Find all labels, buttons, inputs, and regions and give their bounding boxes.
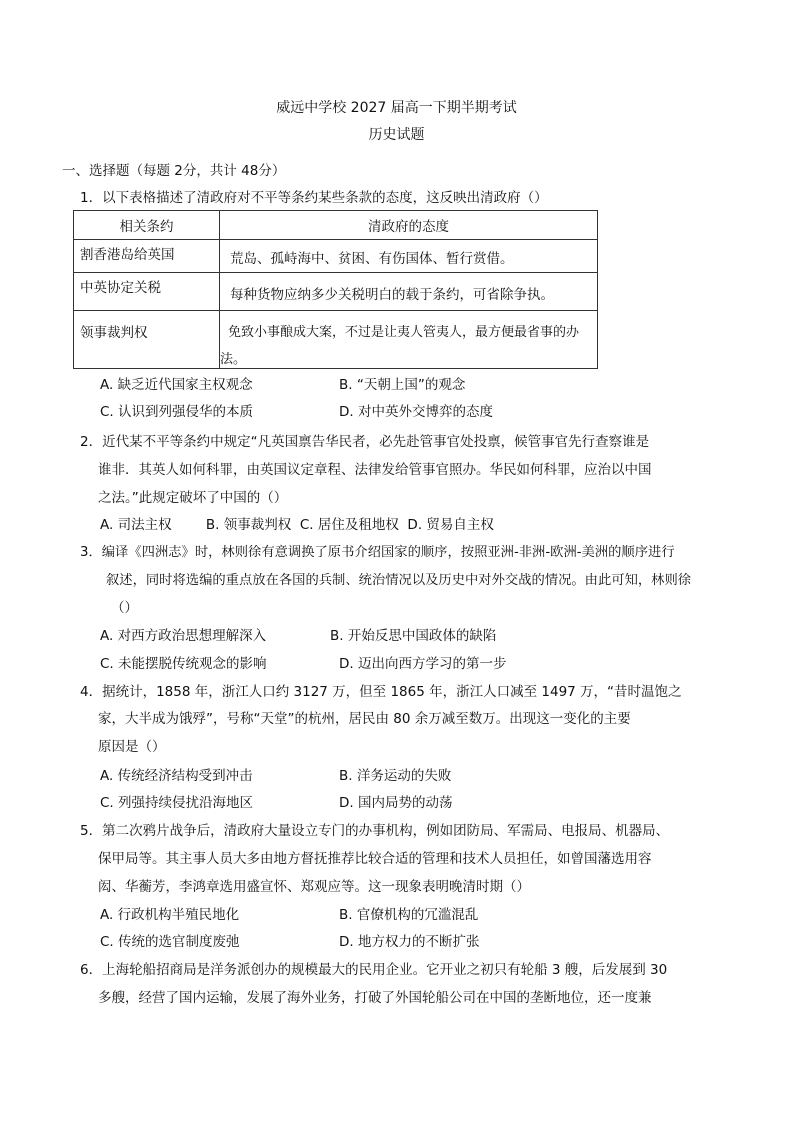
table-header-row xyxy=(74,211,598,240)
q1-stem: 1．以下表格描述了清政府对不平等条约某些条款的态度，这反映出清政府（） xyxy=(80,190,548,206)
q4-stem-line: 家，大半成为饿殍”，号称“天堂”的杭州，居民由 80 余万减至数万。出现这一变化的主要 xyxy=(98,711,631,727)
q2-stem-line: 2．近代某不平等条约中规定“凡英国禀告华民者，必先赴管事官处投禀，候管事官先行查察谁是 xyxy=(80,434,650,450)
q3-stem-line: 3．编译《四洲志》时，林则徐有意调换了原书介绍国家的顺序，按照亚洲-非洲-欧洲-美洲的顺序进行 xyxy=(80,545,675,560)
q5-option-d: D. 地方权力的不断扩张 xyxy=(339,934,480,950)
exam-title: 威远中学校 2027 届高一下期半期考试 xyxy=(276,100,517,116)
q5-stem-line: 闳、华蘅芳，李鸿章选用盛宣怀、郑观应等。这一现象表明晚清时期（） xyxy=(98,879,530,895)
q5-stem-line: 保甲局等。其主事人员大多由地方督抚推荐比较合适的管理和技术人员担任，如曾国藩选用容 xyxy=(98,851,652,867)
q4-stem-line: 原因是（） xyxy=(98,739,166,755)
q3-option-a: A. 对西方政治思想理解深入 xyxy=(100,628,267,644)
q4-option-d: D. 国内局势的动荡 xyxy=(339,795,453,811)
q2-stem-line: 谁非．其英人如何科罪，由英国议定章程、法律发给管事官照办。华民如何科罪，应治以中国 xyxy=(98,462,652,478)
q1-table xyxy=(73,210,598,369)
q2-options: A. 司法主权 B. 领事裁判权 C. 居住及租地权 D. 贸易自主权 xyxy=(100,517,494,533)
q1-option-d: D. 对中英外交博弈的态度 xyxy=(339,404,493,420)
exam-subtitle: 历史试题 xyxy=(368,127,425,143)
table-cell-attitude: 每种货物应纳多少关税明白的载于条约，可省除争执。 xyxy=(220,273,598,311)
q4-option-c: C. 列强持续侵扰沿海地区 xyxy=(100,795,254,811)
table-cell-attitude: 荒岛、孤峙海中、贫困、有伤国体、暂行赏借。 xyxy=(220,240,598,273)
table-cell-treaty: 割香港岛给英国 xyxy=(74,240,220,273)
q1-option-c: C. 认识到列强侵华的本质 xyxy=(100,404,254,420)
q5-option-a: A. 行政机构半殖民地化 xyxy=(100,907,240,923)
q4-option-b: B. 洋务运动的失败 xyxy=(339,768,452,784)
section-heading: 一、选择题（每题 2分，共计 48分） xyxy=(62,163,286,179)
q5-option-b: B. 官僚机构的冗滥混乱 xyxy=(339,907,479,923)
table-cell-treaty: 中英协定关税 xyxy=(74,273,220,311)
table-cell-treaty: 领事裁判权 xyxy=(74,311,220,369)
q5-option-c: C. 传统的选官制度废弛 xyxy=(100,934,240,950)
table-header-cell: 清政府的态度 xyxy=(220,211,598,240)
q2-stem-line: 之法。”此规定破坏了中国的（） xyxy=(98,490,288,506)
q5-stem-line: 5．第二次鸦片战争后，清政府大量设立专门的办事机构，例如团防局、军需局、电报局、机器局、 xyxy=(80,823,670,839)
q1-option-a: A. 缺乏近代国家主权观念 xyxy=(100,377,253,393)
table-row xyxy=(74,311,598,369)
table-header-cell: 相关条约 xyxy=(74,211,220,240)
q4-stem-line: 4．据统计，1858 年，浙江人口约 3127 万，但至 1865 年，浙江人口减至 1497 万，“昔时温饱之 xyxy=(80,684,682,700)
table-cell-attitude xyxy=(220,311,598,369)
table-row xyxy=(74,240,598,273)
cell-line: 法。 xyxy=(220,352,247,367)
q3-option-d: D. 迈出向西方学习的第一步 xyxy=(339,656,507,672)
q6-stem-line: 多艘，经营了国内运输，发展了海外业务，打破了外国轮船公司在中国的垄断地位，还一度兼 xyxy=(98,990,652,1006)
q3-stem-line: （） xyxy=(111,600,138,616)
q3-option-c: C. 未能摆脱传统观念的影响 xyxy=(100,656,267,672)
q4-option-a: A. 传统经济结构受到冲击 xyxy=(100,768,253,784)
q3-option-b: B. 开始反思中国政体的缺陷 xyxy=(330,628,497,644)
q1-option-b: B. “天朝上国”的观念 xyxy=(339,377,466,393)
table-row xyxy=(74,273,598,311)
cell-line: 免致小事酿成大案，不过是让夷人管夷人，最方便最省事的办 xyxy=(228,325,580,340)
q3-stem-line: 叙述，同时将选编的重点放在各国的兵制、统治情况以及历史中对外交战的情况。由此可知，林则徐 xyxy=(106,573,692,588)
q6-stem-line: 6．上海轮船招商局是洋务派创办的规模最大的民用企业。它开业之初只有轮船 3 艘，后发展到 30 xyxy=(80,962,668,978)
